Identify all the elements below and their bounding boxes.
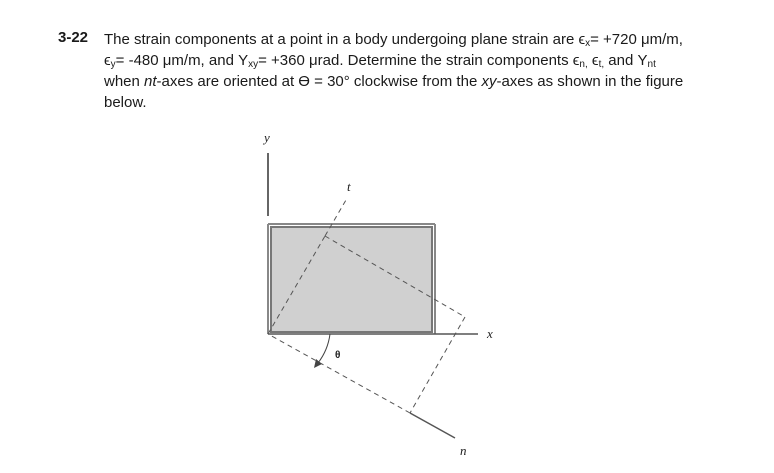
subscript: t, (598, 59, 605, 70)
text-segment: = 30° clockwise from the (309, 73, 482, 90)
subscript: xy (248, 59, 259, 70)
gamma-symbol: Υ (637, 52, 648, 69)
theta-label: θ (335, 350, 341, 361)
text-segment: -axes as shown in the figure (496, 73, 684, 90)
problem-number: 3-22 (58, 29, 89, 46)
n-axis-label: n (460, 443, 467, 458)
x-axis-label: x (487, 326, 493, 341)
rotated-edge (268, 334, 410, 413)
n-axis-line (410, 413, 455, 438)
theta-symbol: ϴ (298, 73, 310, 90)
subscript: y (110, 59, 116, 70)
gamma-symbol: Υ (238, 52, 249, 69)
subscript: x (585, 38, 591, 49)
epsilon-symbol: ϵ (572, 52, 580, 69)
t-axis-label: t (347, 179, 351, 194)
text-segment: -axes are oriented at (156, 73, 299, 90)
text-segment: and (608, 52, 638, 69)
epsilon-symbol: ϵ (104, 52, 111, 69)
epsilon-symbol: ϵ (578, 31, 586, 48)
text-segment: = +720 μm/m, (590, 31, 683, 48)
statement-line-4: below. (104, 94, 147, 111)
text-segment: = +360 μrad. Determine the strain components (258, 52, 573, 69)
subscript: n, (579, 59, 588, 70)
subscript: nt (647, 59, 656, 70)
epsilon-symbol: ϵ (591, 52, 599, 69)
body-element (271, 227, 432, 332)
text-segment: = -480 μm/m, and (115, 52, 239, 69)
theta-arc (318, 334, 330, 363)
text-segment: when (104, 73, 145, 90)
italic-xy: xy (481, 73, 497, 90)
y-axis-label: y (264, 130, 270, 145)
italic-nt: nt (144, 73, 157, 90)
text-segment: The strain components at a point in a body undergoing plane strain are (104, 31, 579, 48)
